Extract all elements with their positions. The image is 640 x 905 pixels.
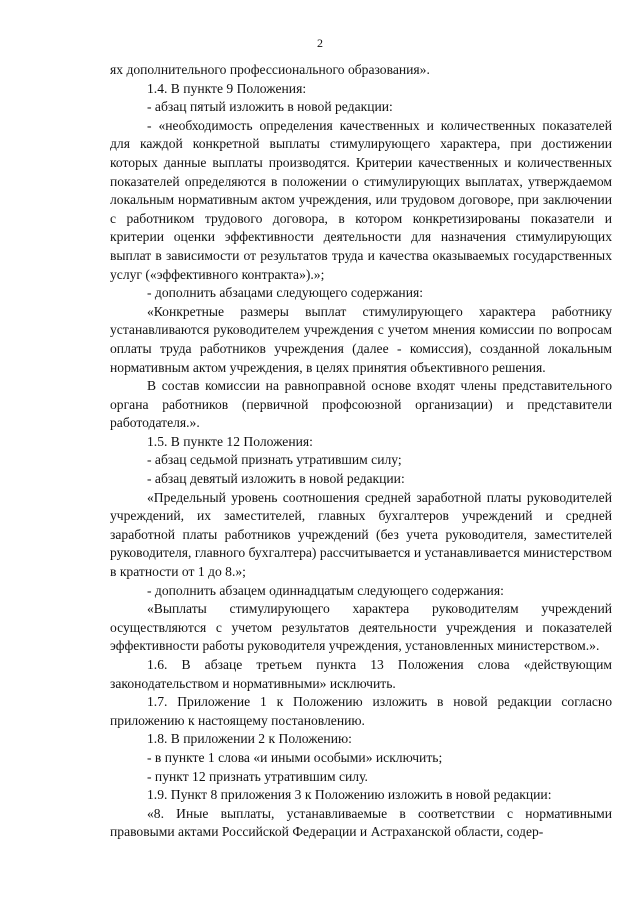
paragraph: - абзац девятый изложить в новой редакции:: [147, 471, 405, 487]
paragraph: 1.8. В приложении 2 к Положению:: [147, 731, 352, 747]
paragraph: В состав комиссии на равноправной основе входят члены представительного органа работников (первичной профсоюзной организации) и представители работодателя.».: [110, 378, 612, 431]
document-body: [110, 61, 612, 842]
paragraph: - абзац пятый изложить в новой редакции:: [147, 99, 393, 115]
paragraph: «Выплаты стимулирующего характера руководителям учреждений осуществляются с учетом результатов деятельности учреждения и показателей эффективности работы руководителя учреждения, установленных министерством.».: [110, 601, 612, 654]
paragraph: 1.4. В пункте 9 Положения:: [147, 80, 307, 96]
page-number: 2: [317, 36, 323, 50]
paragraph: - пункт 12 признать утратившим силу.: [147, 768, 368, 784]
paragraph: 1.7. Приложение 1 к Положению изложить в новой редакции согласно приложению к настоящему постановлению.: [110, 694, 612, 728]
paragraph: ях дополнительного профессионального образования».: [110, 62, 430, 77]
paragraph: «Конкретные размеры выплат стимулирующего характера работнику устанавливаются руководителем учреждения с учетом мнения комиссии по вопросам оплаты труда работников учреждения (далее - комиссия), созданной локальным нормативным актом учреждения, в целях принятия объективного решения.: [110, 303, 612, 375]
paragraph: «Предельный уровень соотношения средней заработной платы руководителей учреждений, их заместителей, главных бухгалтеров учреждений и средней заработной платы работников учреждений (без учета руководителя, заместителей руководителя, главного бухгалтера) рассчитывается и устанавливается министерством в кратности от 1 до 8.»;: [110, 489, 612, 580]
paragraph: - в пункте 1 слова «и иными особыми» исключить;: [147, 749, 443, 765]
paragraph: - «необходимость определения качественных и количественных показателей для каждой конкретной выплаты стимулирующего характера, при достижении которых данные выплаты производятся. Критерии качественных и количественных показателей определяются в положении о стимулирующих выплатах, утверждаемом локальным нормативным актом учреждения, или трудовом договоре, при заключении с работником трудового договора, в котором конкретизированы показатели и критерии оценки эффективности деятельности для назначения стимулирующих выплат в зависимости от результатов труда и качества оказываемых государственных услуг («эффективного контракта»).»;: [110, 117, 612, 282]
paragraph: - дополнить абзацами следующего содержания:: [147, 285, 424, 301]
paragraph: 1.9. Пункт 8 приложения 3 к Положению изложить в новой редакции:: [147, 787, 552, 803]
paragraph: 1.6. В абзаце третьем пункта 13 Положения слова «действующим законодательством и нормативными» исключить.: [110, 657, 612, 691]
paragraph: «8. Иные выплаты, устанавливаемые в соответствии с нормативными правовыми актами Российской Федерации и Астраханской области, содер-: [110, 805, 612, 840]
paragraph: - абзац седьмой признать утратившим силу;: [147, 452, 402, 468]
paragraph: 1.5. В пункте 12 Положения:: [147, 433, 313, 449]
paragraph: - дополнить абзацем одиннадцатым следующего содержания:: [147, 582, 504, 598]
